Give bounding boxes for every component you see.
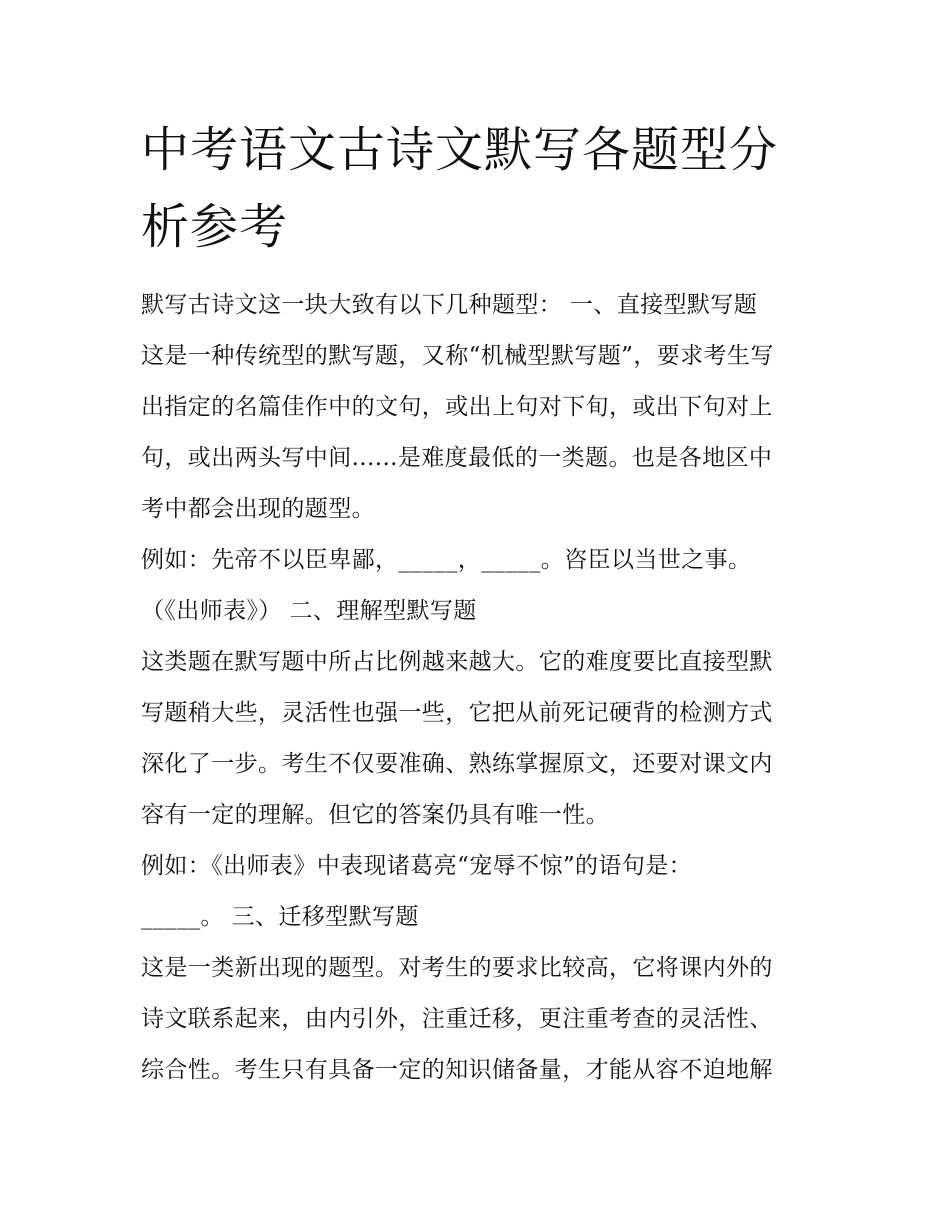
text-line: 例如：《出师表》中表现诸葛亮“宠辱不惊”的语句是： bbox=[141, 853, 693, 879]
text-line: _____。 三、迁移型默写题 bbox=[141, 904, 419, 930]
text-line: 诗文联系起来，由内引外，注重迁移，更注重考查的灵活性、 bbox=[141, 1006, 773, 1032]
document-title bbox=[141, 112, 821, 266]
text-line: 这是一类新出现的题型。对考生的要求比较高，它将课内外的 bbox=[141, 955, 773, 981]
text-line: （《出师表》） 二、理解型默写题 bbox=[141, 598, 477, 624]
text-line: 容有一定的理解。但它的答案仍具有唯一性。 bbox=[141, 802, 609, 828]
text-line: 例如：先帝不以臣卑鄙，_____，_____。咨臣以当世之事。 bbox=[141, 547, 752, 573]
text-line: 深化了一步。考生不仅要准确、熟练掌握原文，还要对课文内 bbox=[141, 751, 773, 777]
title-line-2: 析参考 bbox=[141, 199, 289, 255]
text-line: 写题稍大些，灵活性也强一些，它把从前死记硬背的检测方式 bbox=[141, 700, 773, 726]
text-line: 句，或出两头写中间......是难度最低的一类题。也是各地区中 bbox=[141, 445, 773, 471]
text-line: 考中都会出现的题型。 bbox=[141, 496, 375, 522]
document-body bbox=[141, 280, 821, 1096]
text-line: 综合性。考生只有具备一定的知识储备量，才能从容不迫地解 bbox=[141, 1057, 773, 1083]
text-line: 默写古诗文这一块大致有以下几种题型： 一、直接型默写题 bbox=[141, 292, 758, 318]
document-page bbox=[141, 112, 821, 1096]
text-line: 出指定的名篇佳作中的文句，或出上句对下旬，或出下句对上 bbox=[141, 394, 773, 420]
title-line-1: 中考语文古诗文默写各题型分 bbox=[141, 122, 779, 178]
text-line: 这是一种传统型的默写题，又称“机械型默写题”，要求考生写 bbox=[141, 343, 774, 369]
text-line: 这类题在默写题中所占比例越来越大。它的难度要比直接型默 bbox=[141, 649, 773, 675]
